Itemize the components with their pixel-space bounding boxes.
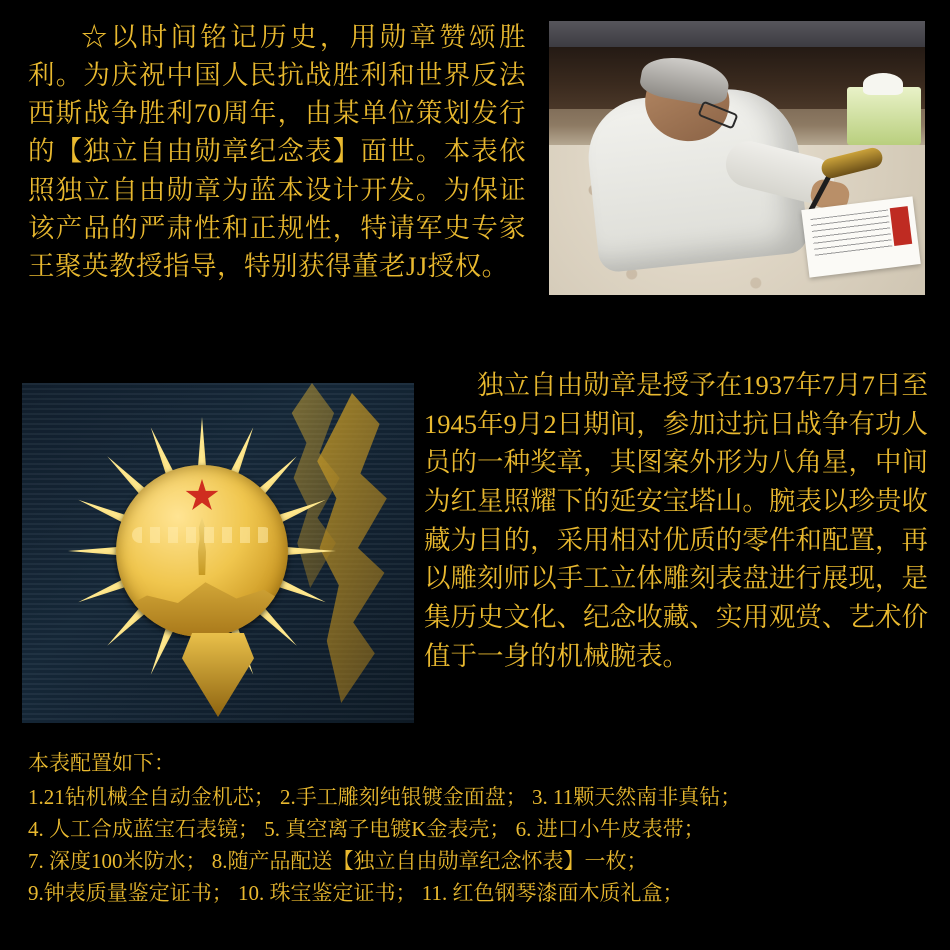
medal-cloud-lines <box>132 527 272 543</box>
spec-line-4: 9.钟表质量鉴定证书； 10. 珠宝鉴定证书； 11. 红色钢琴漆面木质礼盒； <box>28 880 684 905</box>
spec-line-1: 1.21钻机械全自动金机芯； 2.手工雕刻纯银镀金面盘； 3. 11颗天然南非真钻； <box>28 784 742 809</box>
intro-paragraph: ☆以时间铭记历史，用勋章赞颂胜利。为庆祝中国人民抗战胜利和世界反法西斯战争胜利70周年，由某单位策划发行的【独立自由勋章纪念表】面世。本表依照独立自由勋章为蓝本设计开发。为保证该产品的严肃性和正规性，特请军史专家王聚英教授指导，特别获得董老JJ授权。 <box>28 22 526 281</box>
medal-center-disc <box>116 465 288 637</box>
spec-list-title: 本表配置如下： <box>28 751 175 775</box>
medal-red-star-icon <box>185 479 219 513</box>
medal-image <box>22 383 414 723</box>
medal-pagoda-icon <box>192 517 212 575</box>
spec-line-2: 4. 人工合成蓝宝石表镜； 5. 真空离子电镀K金表壳； 6. 进口小牛皮表带； <box>28 816 705 841</box>
medal-bottom-pendant <box>182 633 254 717</box>
photo-document-stamp <box>890 206 912 246</box>
photo-tissue-box <box>847 87 921 145</box>
photo-window <box>549 21 925 49</box>
medal-description-paragraph: 独立自由勋章是授予在1937年7月7日至1945年9月2日期间，参加过抗日战争有功人员的一种奖章，其图案外形为八角星，中间为红星照耀下的延安宝塔山。腕表以珍贵收藏为目的，采用相对优质的零件和配置，再以雕刻师以手工立体雕刻表盘进行展现，是集历史文化、纪念收藏、实用观赏、艺术价值于一身的机械腕表。 <box>424 370 928 671</box>
top-section <box>0 0 950 358</box>
spec-line-3: 7. 深度100米防水； 8.随产品配送【独立自由勋章纪念怀表】一枚； <box>28 848 648 873</box>
spec-list <box>28 748 928 910</box>
photo-document <box>801 196 920 277</box>
signing-photo <box>549 21 925 295</box>
